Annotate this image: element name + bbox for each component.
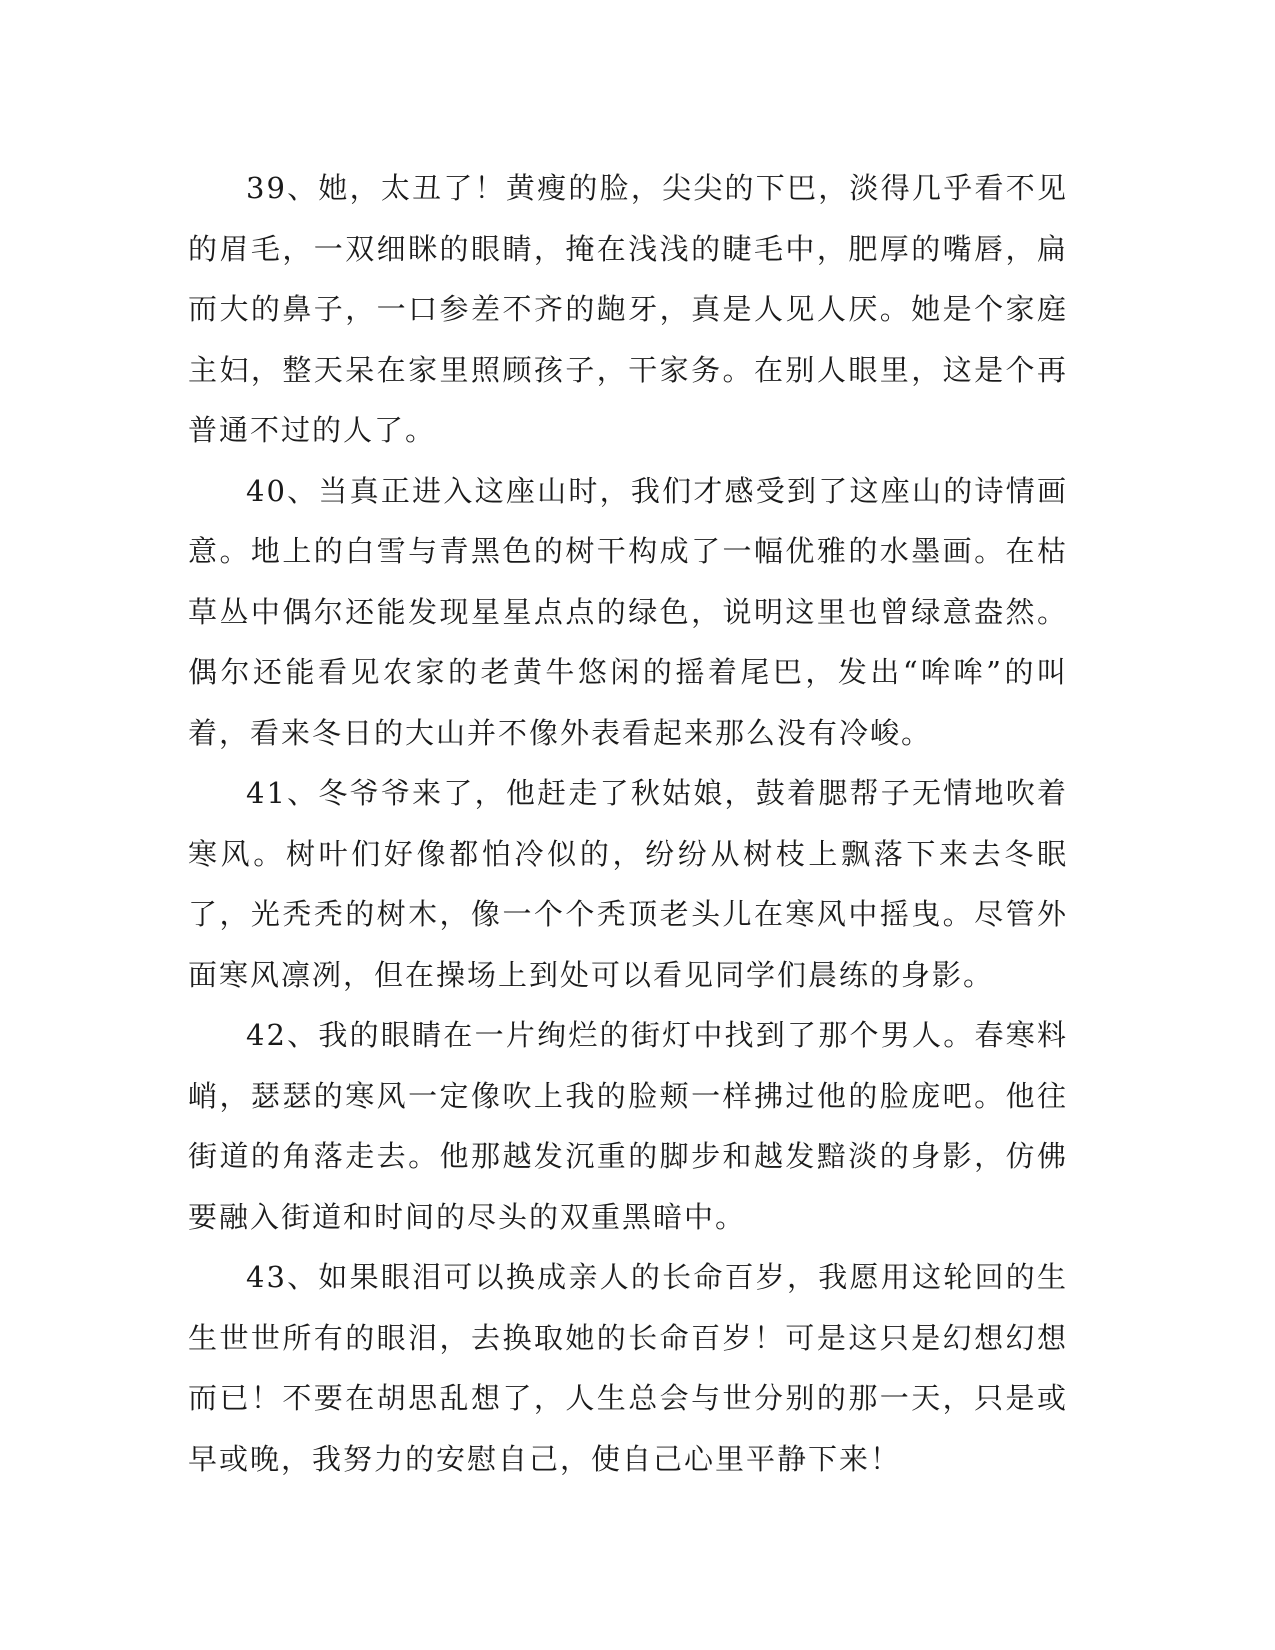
document-body <box>188 158 1068 1489</box>
paragraph-43: 43、如果眼泪可以换成亲人的长命百岁，我愿用这轮回的生生世世所有的眼泪，去换取她的长命百岁！可是这只是幻想幻想而已！不要在胡思乱想了，人生总会与世分别的那一天，只是或早或晚，我努力的安慰自己，使自己心里平静下来！ <box>188 1260 1068 1476</box>
paragraph-41: 41、冬爷爷来了，他赶走了秋姑娘，鼓着腮帮子无情地吹着寒风。树叶们好像都怕冷似的，纷纷从树枝上飘落下来去冬眠了，光秃秃的树木，像一个个秃顶老头儿在寒风中摇曳。尽管外面寒风凛冽，但在操场上到处可以看见同学们晨练的身影。 <box>188 776 1068 992</box>
paragraph-42: 42、我的眼睛在一片绚烂的街灯中找到了那个男人。春寒料峭，瑟瑟的寒风一定像吹上我的脸颊一样拂过他的脸庞吧。他往街道的角落走去。他那越发沉重的脚步和越发黯淡的身影，仿佛要融入街道和时间的尽头的双重黑暗中。 <box>188 1018 1068 1234</box>
paragraph-39: 39、她，太丑了！黄瘦的脸，尖尖的下巴，淡得几乎看不见的眉毛，一双细眯的眼睛，掩在浅浅的睫毛中，肥厚的嘴唇，扁而大的鼻子，一口参差不齐的龅牙，真是人见人厌。她是个家庭主妇，整天呆在家里照顾孩子，干家务。在别人眼里，这是个再普通不过的人了。 <box>188 171 1068 447</box>
paragraph-40: 40、当真正进入这座山时，我们才感受到了这座山的诗情画意。地上的白雪与青黑色的树干构成了一幅优雅的水墨画。在枯草丛中偶尔还能发现星星点点的绿色，说明这里也曾绿意盎然。偶尔还能看见农家的老黄牛悠闲的摇着尾巴，发出“哞哞”的叫着，看来冬日的大山并不像外表看起来那么没有冷峻。 <box>188 473 1068 750</box>
